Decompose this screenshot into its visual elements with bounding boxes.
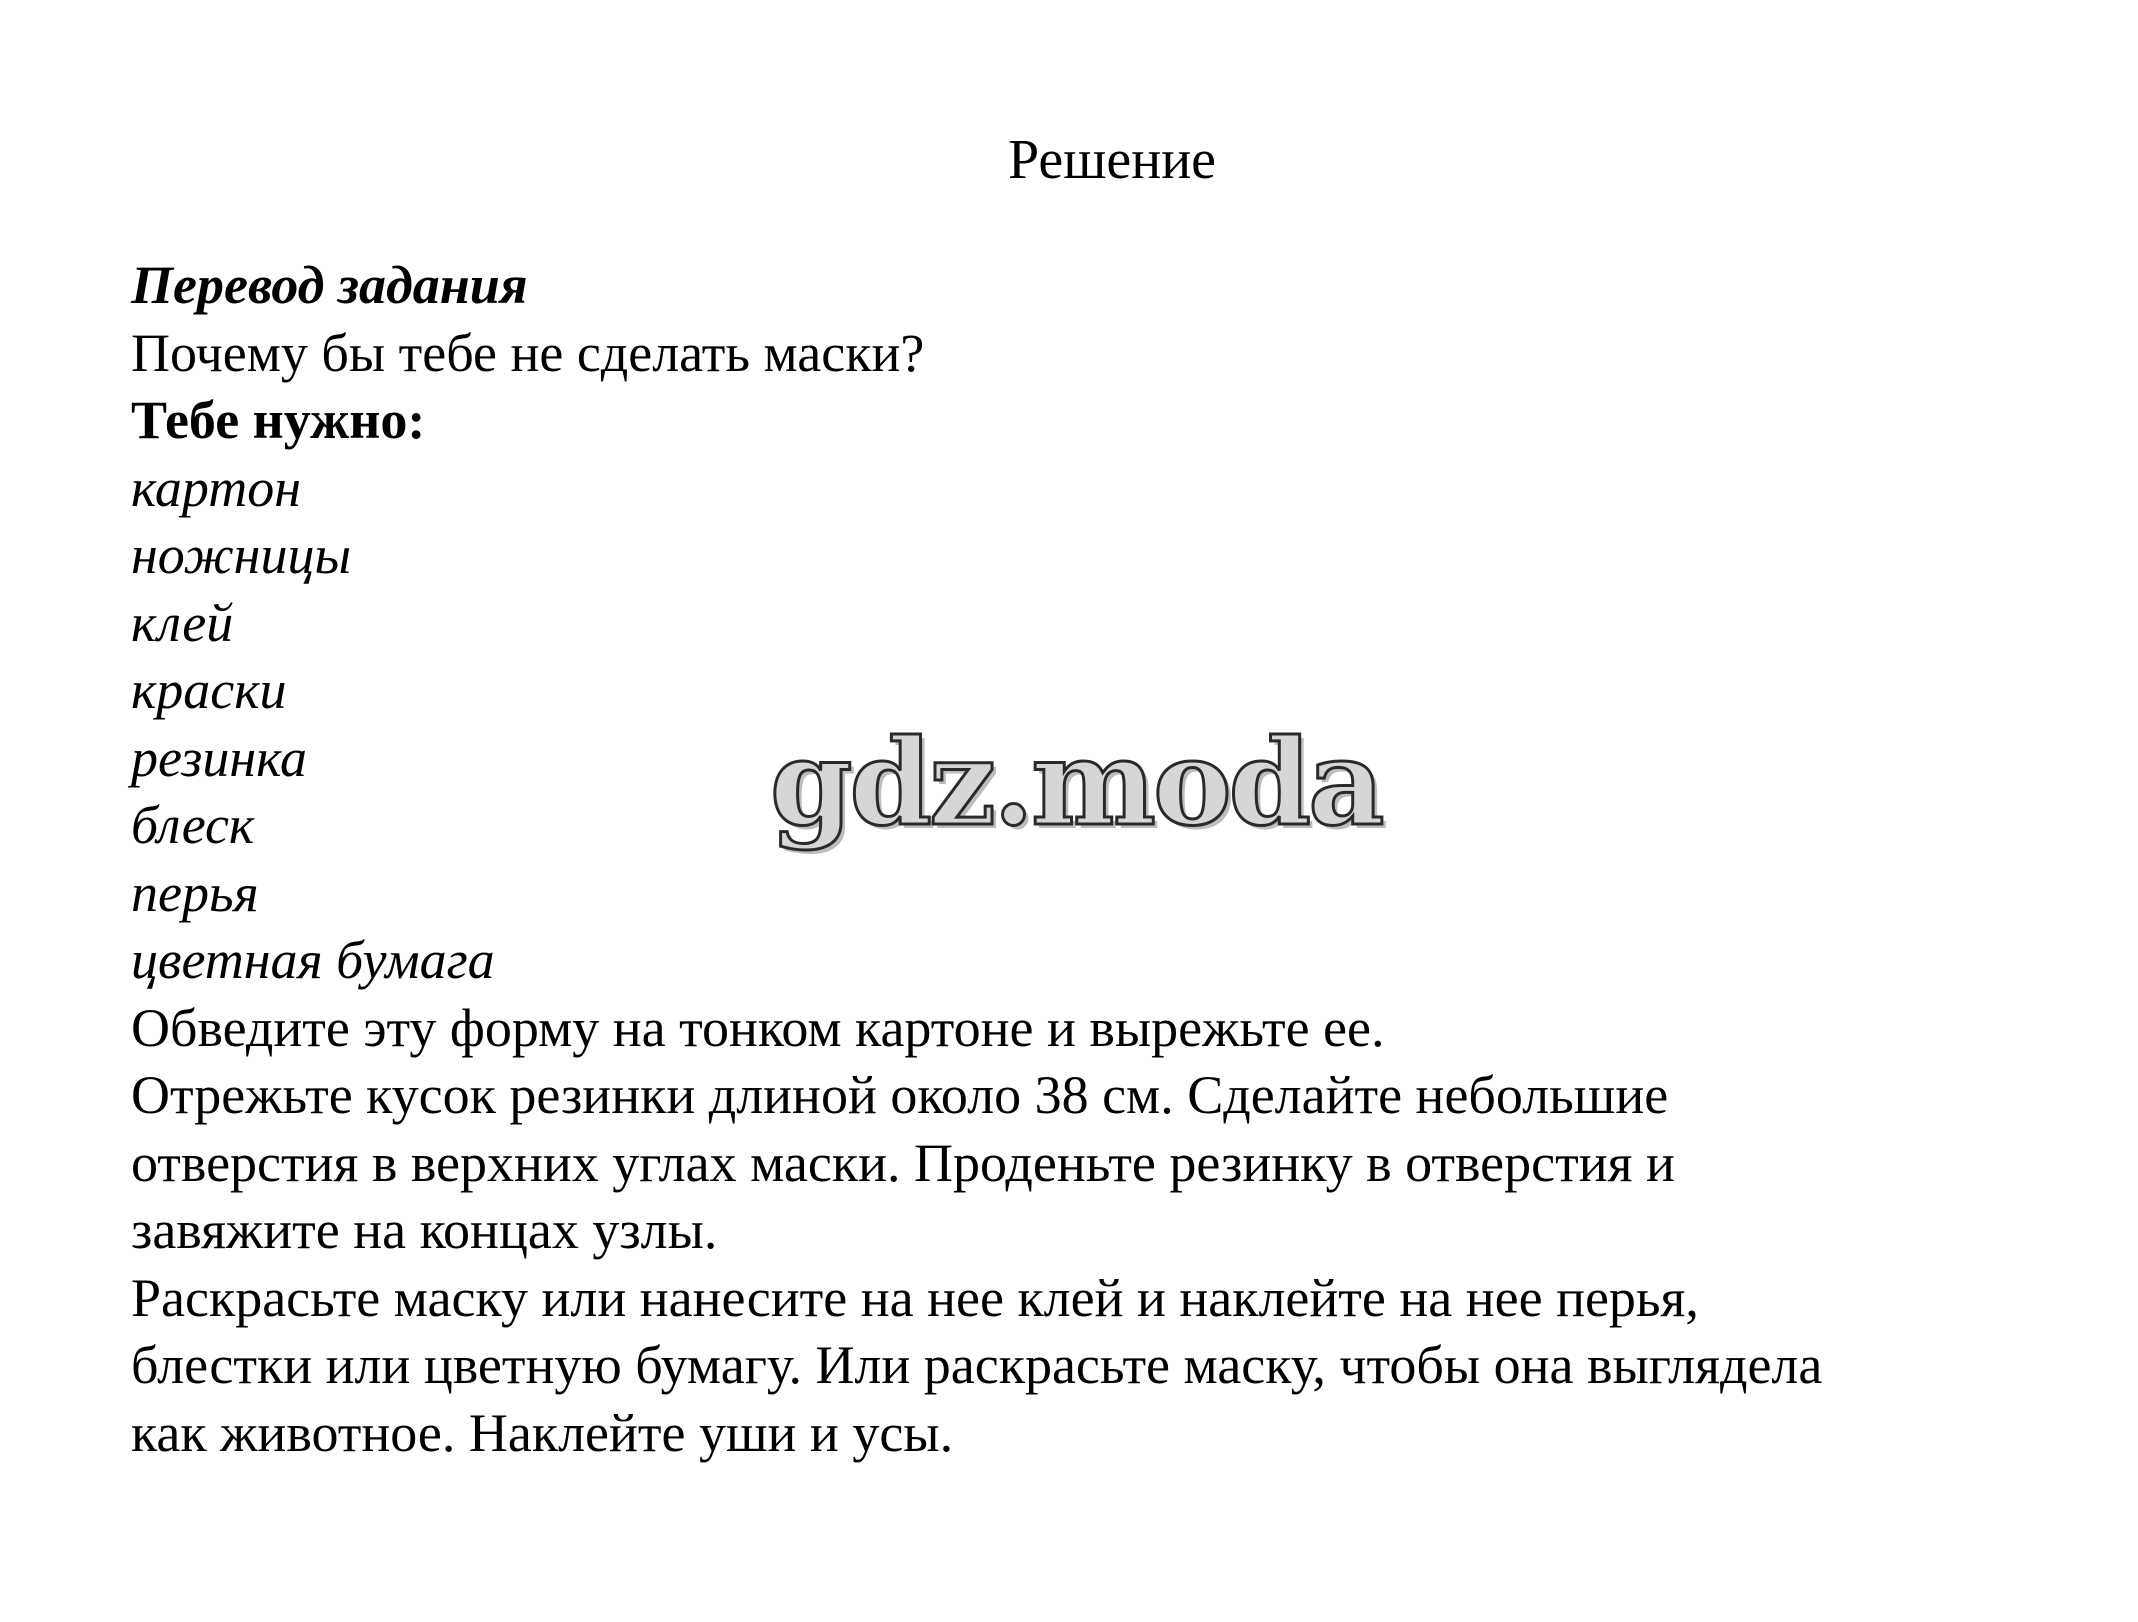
list-item: картон [131,457,301,518]
list-item: цветная бумага [131,930,495,990]
list-item: блеск [131,795,255,855]
page-title: Решение [1007,129,1217,191]
list-item: ножницы [131,525,352,585]
section-title: Перевод задания [131,255,528,315]
list-item: резинка [131,727,308,788]
instruction-line: Отрежьте кусок резинки длиной около 38 см. Сделайте небольшие [131,1065,1669,1125]
instruction-line: Обведите эту форму на тонком картоне и вырежьте ее. [131,997,1385,1058]
watermark-logo: gdz.moda [770,713,1382,852]
instruction-line: Раскрасьте маску или нанесите на нее клей и наклейте на нее перья, [131,1267,1699,1328]
instruction-line: как животное. Наклейте уши и усы. [131,1402,954,1463]
needs-title: Тебе нужно: [131,390,426,450]
instructions [131,995,2111,1468]
instruction-line: отверстия в верхних углах маски. Проденьте резинку в отверстия и [131,1132,1675,1193]
list-item: краски [131,660,287,720]
instruction-line: завяжите на концах узлы. [131,1200,718,1260]
question-text: Почему бы тебе не сделать маски? [131,322,925,383]
instruction-line: блестки или цветную бумагу. Или раскрасьте маску, чтобы она выглядела [131,1335,1823,1395]
list-item: клей [131,592,234,653]
list-item: перья [131,862,259,923]
solution-body [131,252,2111,1467]
